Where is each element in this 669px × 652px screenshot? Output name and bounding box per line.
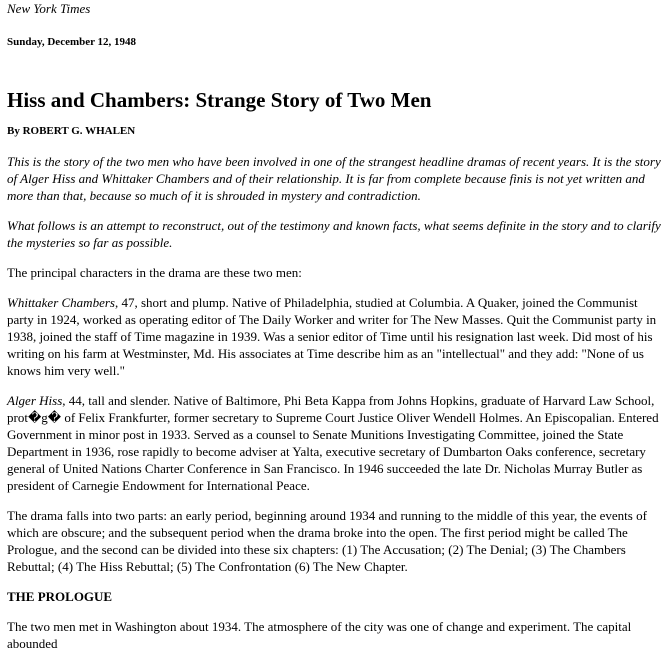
hiss-name: Alger Hiss bbox=[7, 393, 63, 408]
chambers-bio-text: , 47, short and plump. Native of Philadelphia, studied at Columbia. A Quaker, joined the Communist party in 1924, worked as operating editor of The Daily Worker and writer for The New Masses. Quit the Communist party in 1938, joined the staff of Time magazine in 1939. Was a senior editor of Time until his resignation last week. Did most of his writing on his farm at Westminster, Md. His associates at Time describe him as an "intellectual" and they add: "None of us knows him very well." bbox=[7, 295, 657, 378]
article-page bbox=[0, 1, 669, 651]
hiss-bio-paragraph bbox=[7, 392, 662, 494]
hiss-bio-text: , 44, tall and slender. Native of Baltimore, Phi Beta Kappa from Johns Hopkins, graduate of Harvard Law School, prot�g� of Felix Frankfurter, former secretary to Supreme Court Justice Oliver Wendell Holmes. An Episcopalian. Entered Government in minor post in 1933. Served as a counsel to Senate Munitions Investigating Committee, joined the State Department in 1936, rose rapidly to become adviser at Yalta, executive secretary of Dumbarton Oaks conference, secretary general of United Nations Charter Conference in San Francisco. In 1946 succeeded the late Dr. Nicholas Murray Butler as president of Carnegie Endowment for International Peace. bbox=[7, 393, 659, 493]
principals-lead-paragraph: The principal characters in the drama are these two men: bbox=[7, 265, 302, 280]
intro-paragraph: What follows is an attempt to reconstruct, out of the testimony and known facts, what seems definite in the story and to clarify the mysteries so far as possible. bbox=[7, 218, 661, 250]
publication-date: Sunday, December 12, 1948 bbox=[7, 36, 137, 48]
intro-paragraph: This is the story of the two men who have been involved in one of the strangest headline dramas of recent years. It is the story of Alger Hiss and Whittaker Chambers and of their relationship. It is far from complete because finis is not yet written and more than that, because so much of it is shrouded in mystery and contradiction. bbox=[7, 154, 661, 203]
section-heading: THE PROLOGUE bbox=[7, 589, 113, 604]
prologue-paragraph: The two men met in Washington about 1934. The atmosphere of the city was one of change and experiment. The capital abounded bbox=[7, 619, 632, 651]
publication-name: New York Times bbox=[7, 1, 91, 16]
article-byline: By ROBERT G. WHALEN bbox=[7, 125, 136, 137]
article-headline: Hiss and Chambers: Strange Story of Two Men bbox=[7, 88, 432, 112]
drama-parts-paragraph: The drama falls into two parts: an early period, beginning around 1934 and running to the middle of this year, the events of which are obscure; and the subsequent period when the drama broke into the open. The first period might be called The Prologue, and the second can be divided into these six chapters: (1) The Accusation; (2) The Denial; (3) The Chambers Rebuttal; (4) The Hiss Rebuttal; (5) The Confrontation (6) The New Chapter. bbox=[7, 508, 647, 574]
chambers-name: Whittaker Chambers bbox=[7, 295, 115, 310]
chambers-bio-paragraph bbox=[7, 294, 662, 379]
